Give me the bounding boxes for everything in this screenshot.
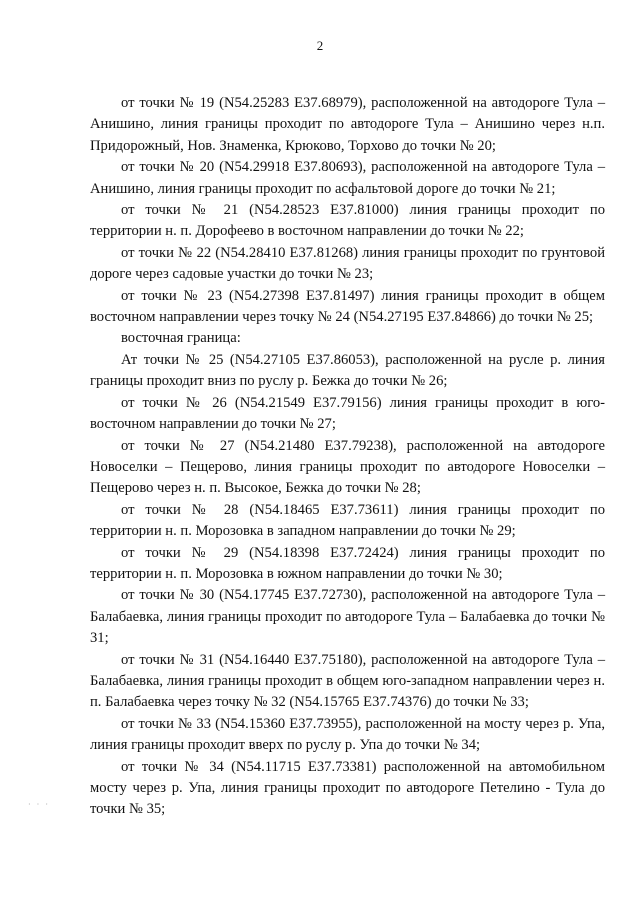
- body-text: [90, 93, 605, 821]
- paragraph-point-19: от точки № 19 (N54.25283 E37.68979), расположенной на автодороге Тула – Анишино, линия границы проходит по автодороге Тула – Анишино через н.п. Придорожный, Нов. Знаменка, Крюково, Торхово до точки № 20;: [90, 95, 605, 154]
- paragraph-point-28: от точки № 28 (N54.18465 E37.73611) линия границы проходит по территории н. п. Морозовка в западном направлении до точки № 29;: [90, 501, 605, 540]
- page-number: 2: [316, 38, 324, 53]
- paragraph-point-31: от точки № 31 (N54.16440 E37.75180), расположенной на автодороге Тула – Балабаевка, линия границы проходит в общем юго-западном направлении через н. п. Балабаевка через точку № 32 (N54.15765 E37.74376) до точки № 33;: [90, 651, 605, 711]
- paragraph-point-26: от точки № 26 (N54.21549 E37.79156) линия границы проходит в юго-восточном направлении до точки № 27;: [90, 394, 605, 433]
- paragraph-point-30: от точки № 30 (N54.17745 E37.72730), расположенной на автодороге Тула – Балабаевка, линия границы проходит по автодороге Тула – Балабаевка до точки № 31;: [90, 587, 605, 647]
- paragraph-point-27: от точки № 27 (N54.21480 E37.79238), расположенной на автодороге Новоселки – Пещерово, линия границы проходит по автодороге Новоселки – Пещерово через н. п. Высокое, Бежка до точки № 28;: [90, 437, 605, 497]
- paragraph-point-29: от точки № 29 (N54.18398 E37.72424) линия границы проходит по территории н. п. Морозовка в южном направлении до точки № 30;: [90, 544, 605, 582]
- paragraph-point-34: от точки № 34 (N54.11715 E37.73381) расположенной на автомобильном мосту через р. Упа, линия границы проходит по автодороге Петелино - Тула до точки № 35;: [90, 758, 605, 818]
- paragraph-point-25: Ат точки № 25 (N54.27105 E37.86053), расположенной на русле р. линия границы проходит вниз по руслу р. Бежка до точки № 26;: [90, 351, 605, 390]
- paragraph-point-21: от точки № 21 (N54.28523 E37.81000) линия границы проходит по территории н. п. Дорофеево в восточном направлении до точки № 22;: [90, 202, 605, 240]
- paragraph-point-20: от точки № 20 (N54.29918 E37.80693), расположенной на автодороге Тула – Анишино, линия границы проходит по асфальтовой дороге до точки № 21;: [90, 159, 605, 197]
- paragraph-point-33: от точки № 33 (N54.15360 E37.73955), расположенной на мосту через р. Упа, линия границы проходит вверх по руслу р. Упа до точки № 34;: [90, 715, 605, 754]
- paragraph-point-22: от точки № 22 (N54.28410 E37.81268) линия границы проходит по грунтовой дороге через садовые участки до точки № 23;: [90, 244, 605, 283]
- paragraph-point-23: от точки № 23 (N54.27398 E37.81497) линия границы проходит в общем восточном направлении через точку № 24 (N54.27195 E37.84866) до точки № 25;: [90, 287, 605, 326]
- section-heading-east-border: восточная граница:: [121, 330, 241, 347]
- scan-noise-mark: · · ·: [28, 800, 50, 809]
